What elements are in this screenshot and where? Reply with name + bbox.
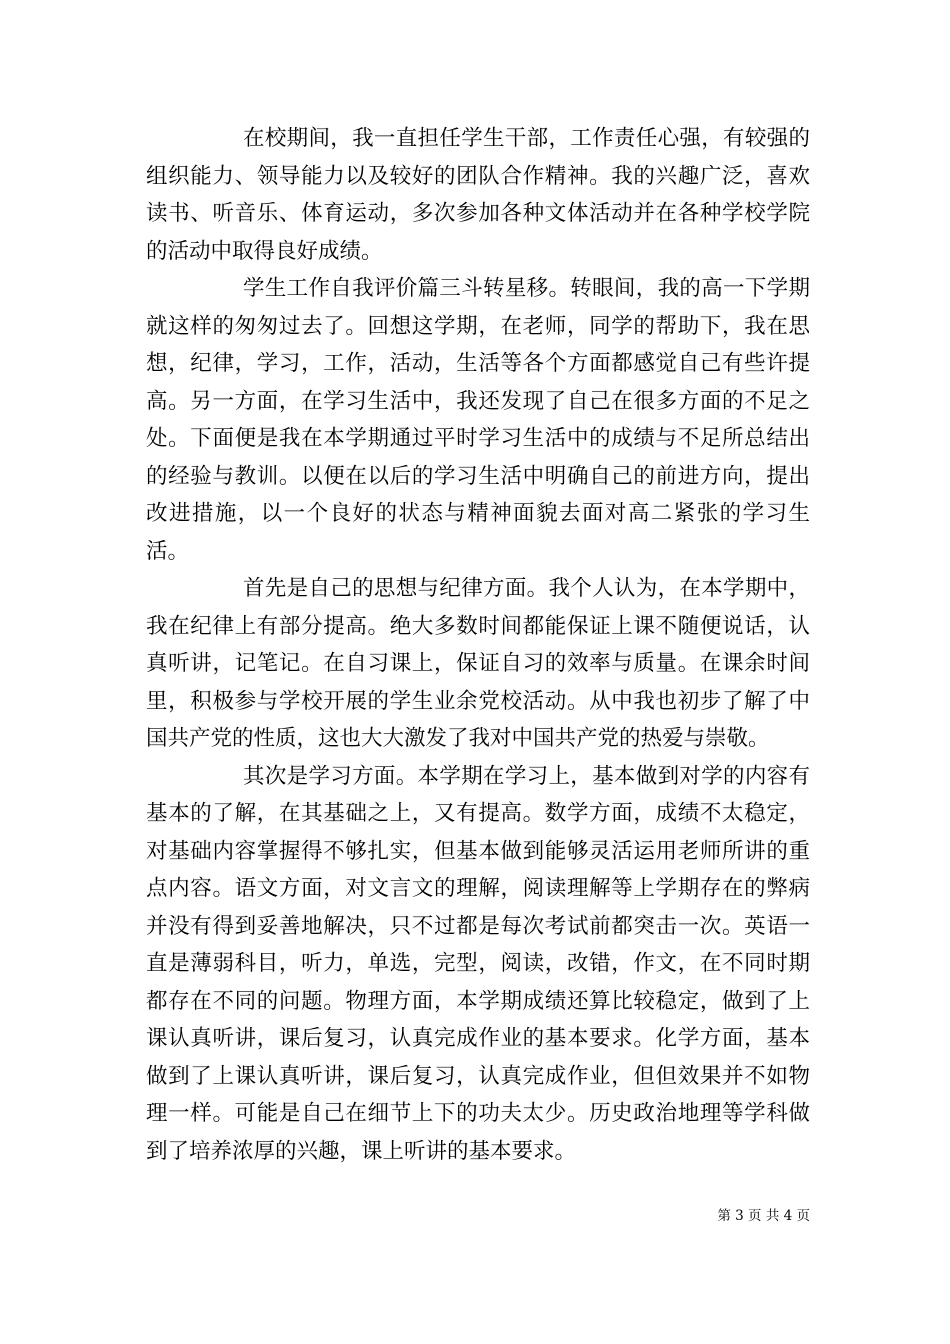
page-number-footer: 第 3 页 共 4 页 [717,1208,810,1224]
paragraph: 首先是自己的思想与纪律方面。我个人认为，在本学期中，我在纪律上有部分提高。绝大多数时间都能保证上课不随便说话，认真听讲，记笔记。在自习课上，保证自习的效率与质量。在课余时间里，积极参与学校开展的学生业余党校活动。从中我也初步了解了中国共产党的性质，这也大大激发了我对中国共产党的热爱与崇敬。 [146,576,810,751]
paragraph: 其次是学习方面。本学期在学习上，基本做到对学的内容有基本的了解，在其基础之上，又有提高。数学方面，成绩不太稳定，对基础内容掌握得不够扎实，但基本做到能够灵活运用老师所讲的重点内容。语文方面，对文言文的理解，阅读理解等上学期存在的弊病并没有得到妥善地解决，只不过都是每次考试前都突击一次。英语一直是薄弱科目，听力，单选，完型，阅读，改错，作文，在不同时期都存在不同的问题。物理方面，本学期成绩还算比较稳定，做到了上课认真听讲，课后复习，认真完成作业的基本要求。化学方面，基本做到了上课认真听讲，课后复习，认真完成作业，但但效果并不如物理一样。可能是自己在细节上下的功夫太少。历史政治地理等学科做到了培养浓厚的兴趣，课上听讲的基本要求。 [146,763,810,1164]
document-body [146,120,810,1170]
paragraph: 学生工作自我评价篇三斗转星移。转眼间，我的高一下学期就这样的匆匆过去了。回想这学期，在老师，同学的帮助下，我在思想，纪律，学习，工作，活动，生活等各个方面都感觉自己有些许提高。另一方面，在学习生活中，我还发现了自己在很多方面的不足之处。下面便是我在本学期通过平时学习生活中的成绩与不足所总结出的经验与教训。以便在以后的学习生活中明确自己的前进方向，提出改进措施，以一个良好的状态与精神面貌去面对高二紧张的学习生活。 [146,276,810,564]
paragraph: 在校期间，我一直担任学生干部，工作责任心强，有较强的组织能力、领导能力以及较好的团队合作精神。我的兴趣广泛，喜欢读书、听音乐、体育运动，多次参加各种文体活动并在各种学校学院的活动中取得良好成绩。 [146,126,810,264]
